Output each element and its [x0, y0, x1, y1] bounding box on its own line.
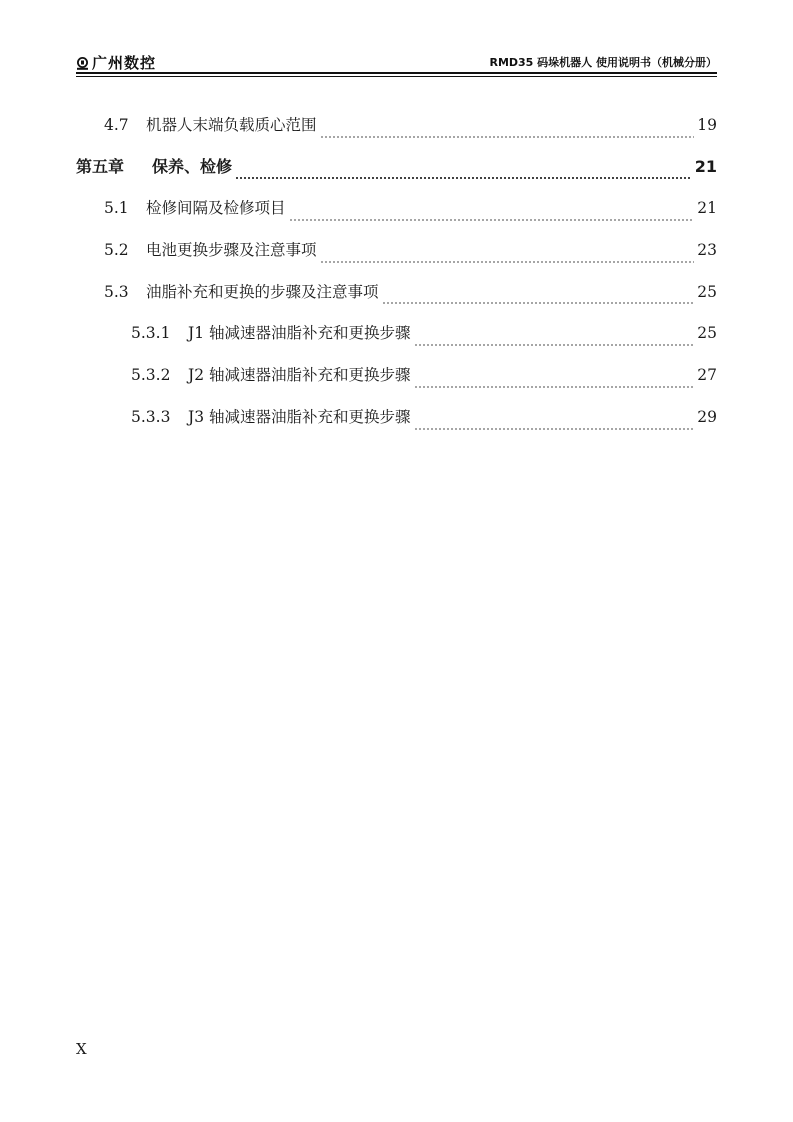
toc-chapter-entry[interactable]	[76, 146, 717, 188]
toc-entry-page: 23	[697, 240, 717, 259]
toc-entry-title: J1 轴减速器油脂补充和更换步骤	[188, 324, 411, 343]
toc-entry-page: 27	[697, 365, 717, 384]
toc-entry-title: 电池更换步骤及注意事项	[146, 240, 317, 259]
toc-entry-title: J2 轴减速器油脂补充和更换步骤	[188, 365, 411, 384]
page-number: X	[76, 1040, 87, 1058]
toc-entry-number: 5.2	[104, 240, 129, 259]
dot-leader	[320, 250, 695, 264]
toc-entry-title: 机器人末端负载质心范围	[146, 115, 317, 134]
toc-entry[interactable]	[76, 187, 717, 229]
toc-entry-number: 5.3.1	[131, 324, 171, 343]
dot-leader	[414, 417, 695, 431]
page-header	[76, 50, 717, 74]
dot-leader	[289, 208, 695, 222]
header-rule	[76, 72, 717, 74]
dot-leader	[320, 125, 695, 139]
toc-entry-page: 21	[694, 156, 717, 176]
toc-entry[interactable]	[76, 104, 717, 146]
gsk-logo-icon	[76, 57, 89, 70]
dot-leader	[382, 291, 695, 305]
toc-entry-number: 4.7	[104, 115, 129, 134]
toc-subentry[interactable]	[76, 354, 717, 396]
toc-entry-number: 5.1	[104, 199, 129, 218]
toc-entry-title: 保养、检修	[152, 156, 233, 176]
toc-entry-title: J3 轴减速器油脂补充和更换步骤	[188, 407, 411, 426]
toc-entry-page: 29	[697, 407, 717, 426]
document-title: RMD35 码垛机器人 使用说明书（机械分册）	[489, 56, 717, 69]
toc-entry-page: 25	[697, 324, 717, 343]
toc-entry-title: 油脂补充和更换的步骤及注意事项	[146, 282, 379, 301]
toc-entry-number: 5.3	[104, 282, 129, 301]
dot-leader	[414, 375, 695, 389]
toc-entry[interactable]	[76, 229, 717, 271]
company-logo	[76, 54, 156, 72]
header-rule-thin	[76, 76, 717, 77]
toc-entry-page: 19	[697, 115, 717, 134]
toc-entry[interactable]	[76, 271, 717, 313]
dot-leader	[414, 333, 695, 347]
toc-subentry[interactable]	[76, 312, 717, 354]
table-of-contents	[76, 104, 717, 438]
toc-entry-number: 5.3.2	[131, 365, 171, 384]
toc-entry-page: 25	[697, 282, 717, 301]
toc-entry-number: 5.3.3	[131, 407, 171, 426]
dot-leader	[235, 166, 692, 180]
logo-text: 广州数控	[92, 54, 157, 72]
toc-subentry[interactable]	[76, 396, 717, 438]
toc-entry-title: 检修间隔及检修项目	[146, 199, 286, 218]
toc-entry-number: 第五章	[76, 156, 125, 176]
toc-entry-page: 21	[697, 199, 717, 218]
